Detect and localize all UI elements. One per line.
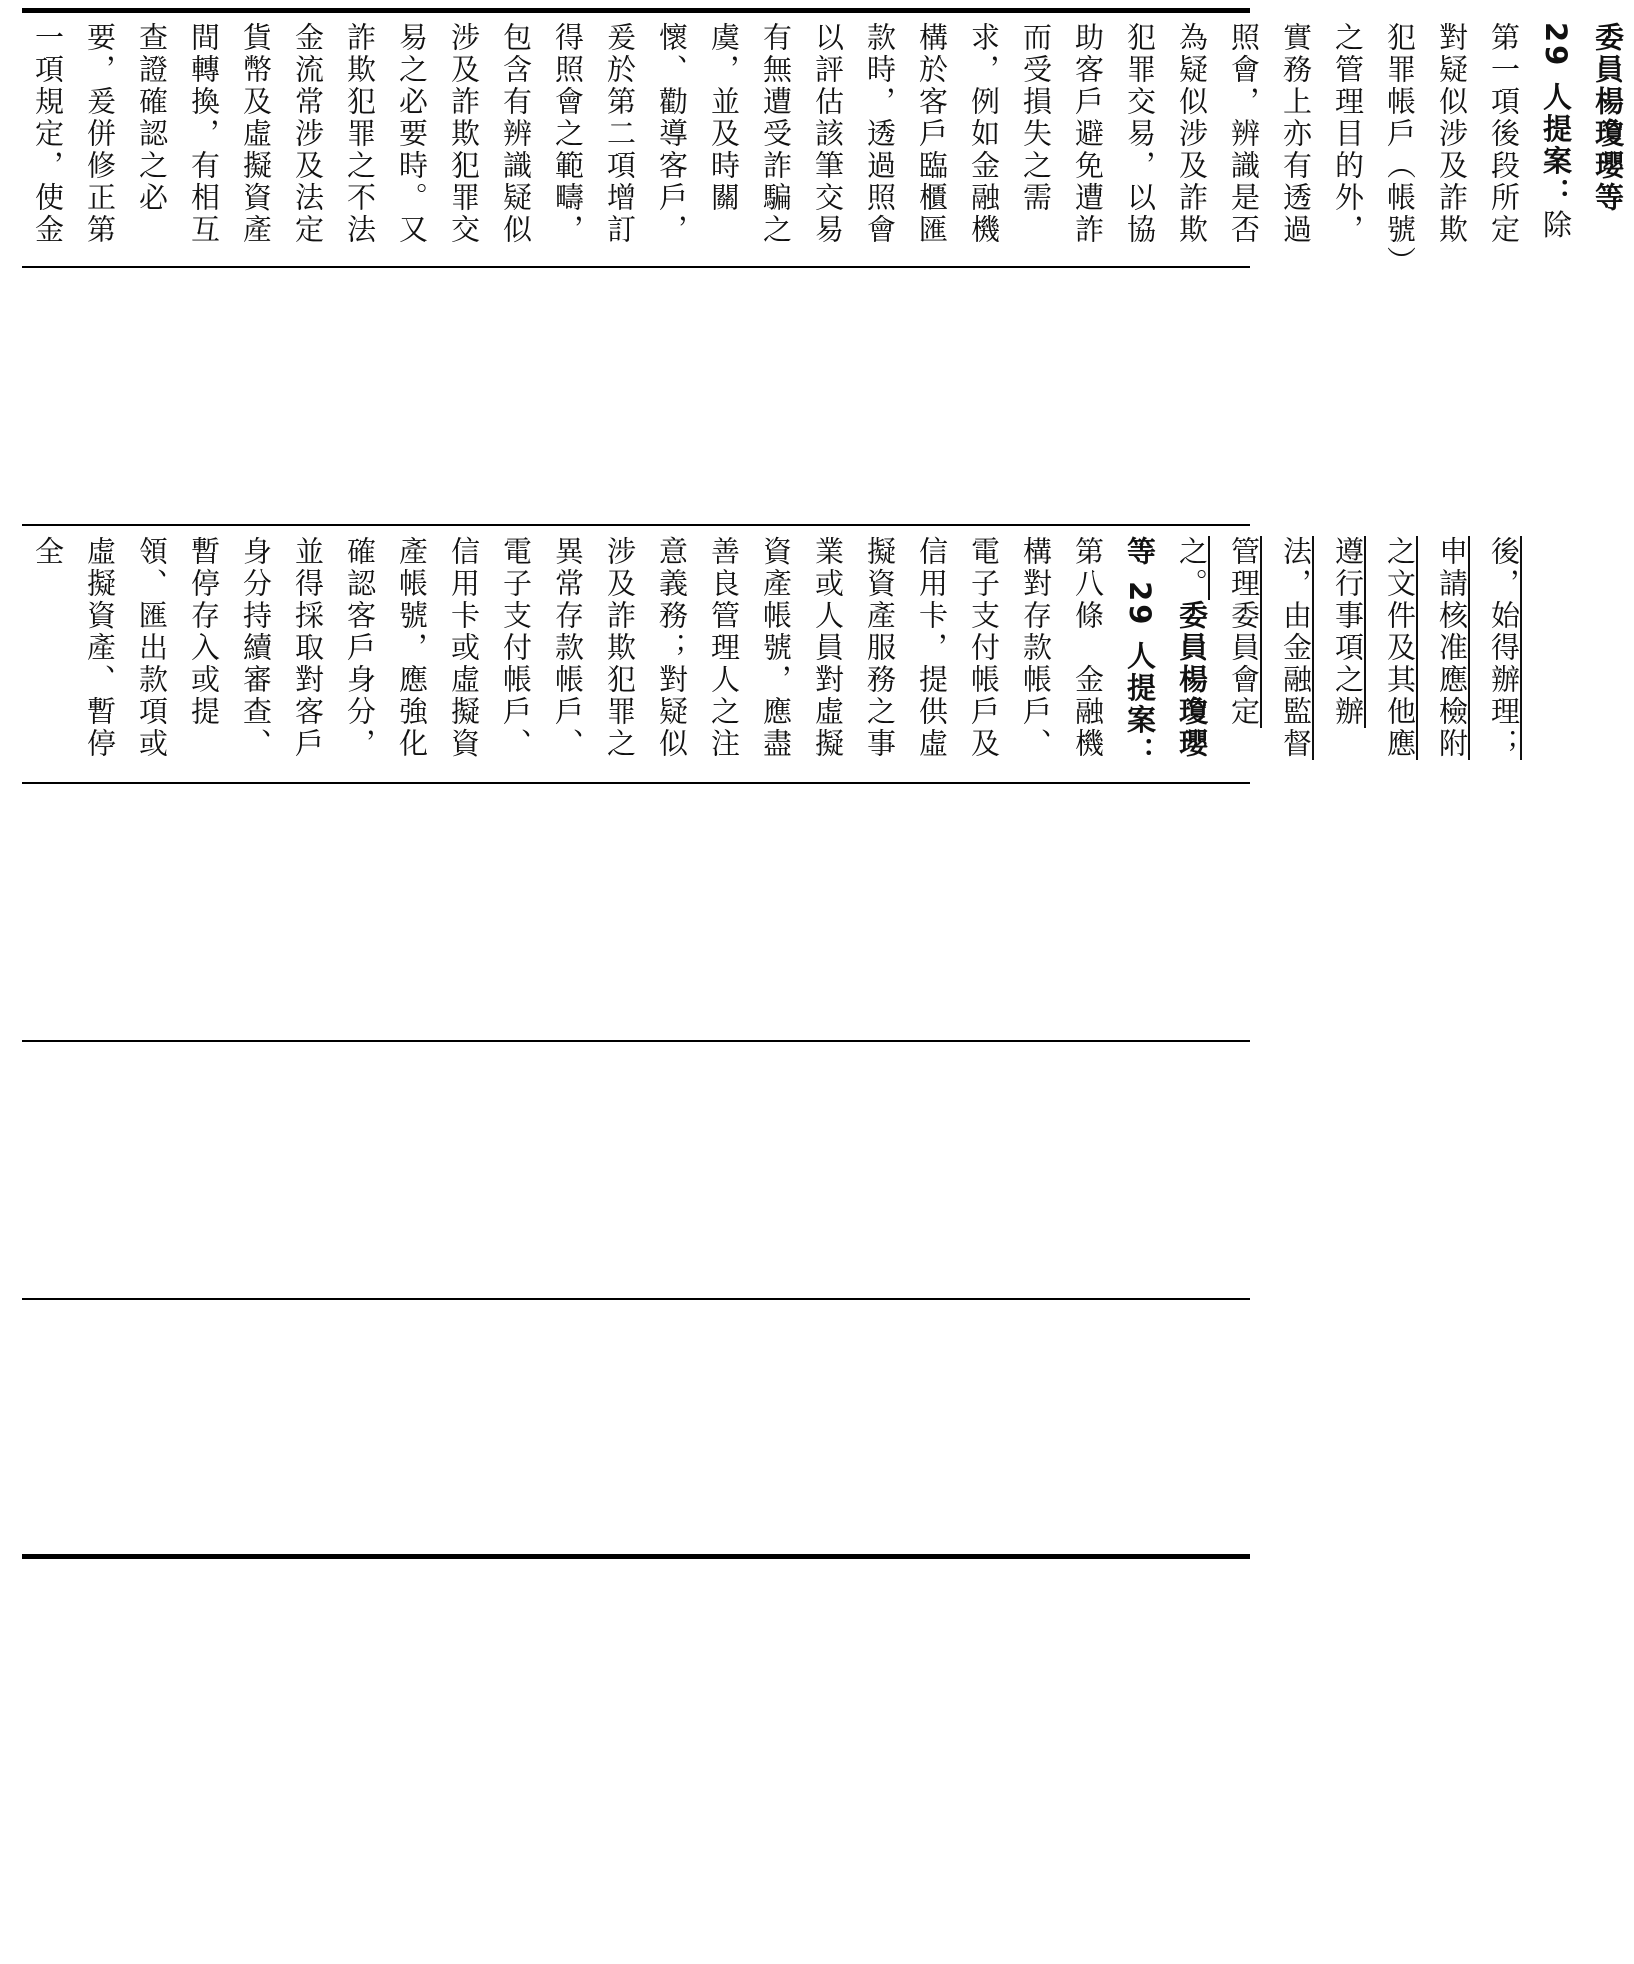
divider-5 bbox=[22, 1298, 1250, 1300]
divider-2 bbox=[22, 524, 1250, 526]
article-text bbox=[22, 536, 1530, 772]
article-cell bbox=[22, 536, 1521, 772]
explanation-text bbox=[22, 22, 1634, 266]
divider-3 bbox=[22, 782, 1250, 784]
divider-1 bbox=[22, 266, 1250, 268]
bottom-border bbox=[22, 1554, 1250, 1559]
proposal-heading: 委員楊瓊瓔等 29 人提案： bbox=[1539, 22, 1625, 214]
amended-text: 後，始得辦理；申請核准應檢附之文件及其他應遵行事項之辦法，由金融監督管理委員會定之。 bbox=[1175, 536, 1521, 760]
divider-4 bbox=[22, 1040, 1250, 1042]
explanation-cell bbox=[22, 22, 1625, 266]
explanation-body: 除第一項後段所定對疑似涉及詐欺犯罪帳戶（帳號）之管理目的外，實務上亦有透過照會，辨識是否為疑似涉及詐欺犯罪交易，以協助客戶避免遭詐而受損失之需求，例如金融機構於客戶臨櫃匯款時，透過照會以評估該筆交易有無遭受詐騙之虞，並及時關懷、勸導客戶，爰於第二項增訂得照會之範疇，包含有辨識疑似涉及詐欺犯罪交易之必要時。又詐欺犯罪之不法金流常涉及法定貨幣及虛擬資產間轉換，有相互查證確認之必要，爰併修正第一項規定，使金 bbox=[31, 22, 1573, 264]
article-body: 第八條 金融機構對存款帳戶、電子支付帳戶及信用卡，提供虛擬資產服務之事業或人員對虛擬資產帳號，應盡善良管理人之注意義務；對疑似涉及詐欺犯罪之異常存款帳戶、電子支付帳戶、信用卡或虛擬資產帳號，應強化確認客戶身分，並得採取對客戶身分持續審查、暫停存入或提領、匯出款項或虛擬資產、暫停全 bbox=[31, 536, 1105, 760]
top-border bbox=[22, 8, 1250, 13]
proposal-heading-2: 委員楊瓊瓔等 29 人提案： bbox=[1123, 536, 1209, 769]
